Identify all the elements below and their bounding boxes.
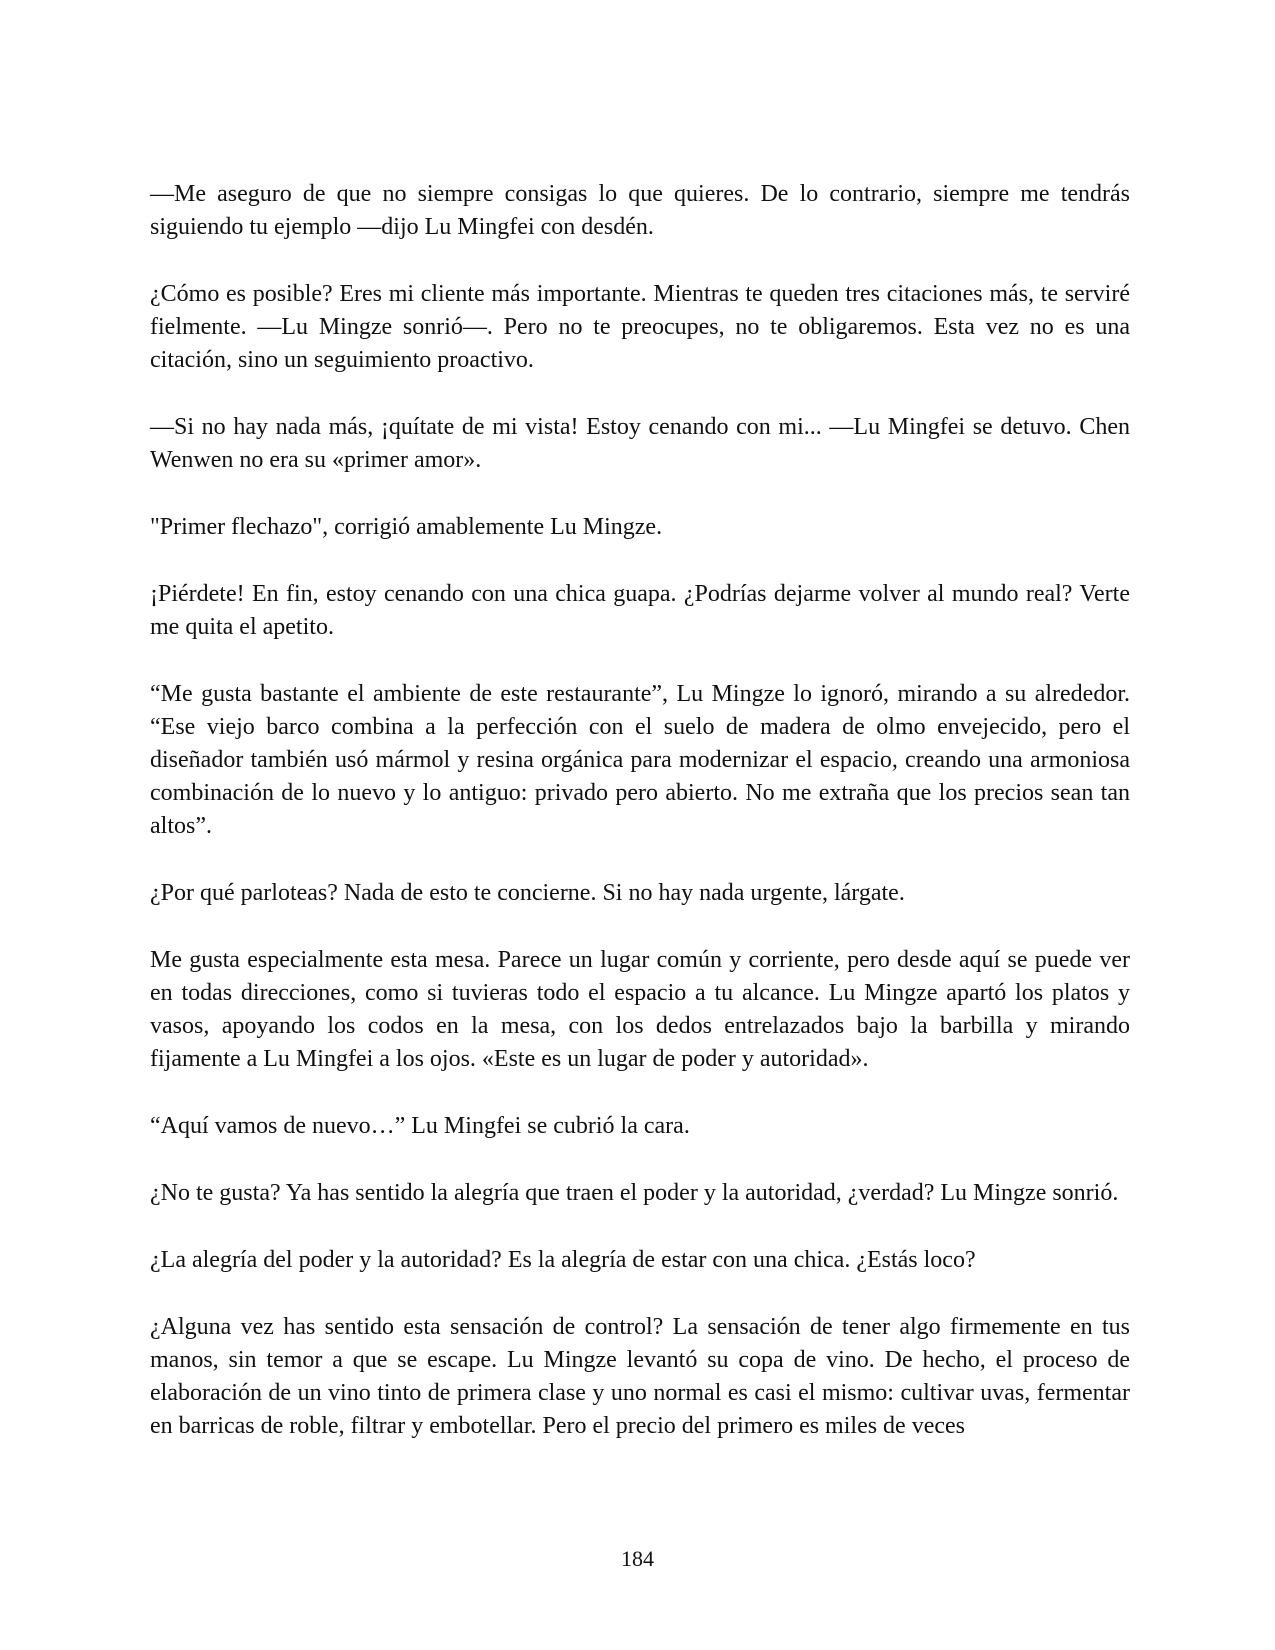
- page-number: 184: [621, 1546, 654, 1571]
- paragraph: —Si no hay nada más, ¡quítate de mi vista! Estoy cenando con mi... —Lu Mingfei se detuvo. Chen Wenwen no era su «primer amor».: [150, 414, 1130, 473]
- paragraph: ¿La alegría del poder y la autoridad? Es la alegría de estar con una chica. ¿Estás loco?: [150, 1247, 976, 1273]
- paragraph: —Me aseguro de que no siempre consigas lo que quieres. De lo contrario, siempre me tendrás siguiendo tu ejemplo —dijo Lu Mingfei con desdén.: [150, 181, 1130, 240]
- paragraph: Me gusta especialmente esta mesa. Parece un lugar común y corriente, pero desde aquí se puede ver en todas direcciones, como si tuvieras todo el espacio a tu alcance. Lu Mingze apartó los platos y vasos, apoyando los codos en la mesa, con los dedos entrelazados bajo la barbilla y mirando fijamente a Lu Mingfei a los ojos. «Este es un lugar de poder y autoridad».: [150, 947, 1130, 1072]
- paragraph: "Primer flechazo", corrigió amablemente Lu Mingze.: [150, 514, 663, 540]
- page-body: [150, 178, 1130, 1477]
- paragraph: ¿Cómo es posible? Eres mi cliente más importante. Mientras te queden tres citaciones más, te serviré fielmente. —Lu Mingze sonrió—. Pero no te preocupes, no te obligaremos. Esta vez no es una citación, sino un seguimiento proactivo.: [150, 281, 1130, 373]
- paragraph: ¿No te gusta? Ya has sentido la alegría que traen el poder y la autoridad, ¿verdad? Lu Mingze sonrió.: [150, 1180, 1119, 1206]
- paragraph: “Me gusta bastante el ambiente de este restaurante”, Lu Mingze lo ignoró, mirando a su alrededor. “Ese viejo barco combina a la perfección con el suelo de madera de olmo envejecido, pero el diseñador también usó mármol y resina orgánica para modernizar el espacio, creando una armoniosa combinación de lo nuevo y lo antiguo: privado pero abierto. No me extraña que los precios sean tan altos”.: [150, 681, 1130, 839]
- paragraph: ¿Alguna vez has sentido esta sensación de control? La sensación de tener algo firmemente en tus manos, sin temor a que se escape. Lu Mingze levantó su copa de vino. De hecho, el proceso de elaboración de un vino tinto de primera clase y uno normal es casi el mismo: cultivar uvas, fermentar en barricas de roble, filtrar y embotellar. Pero el precio del primero es miles de veces: [150, 1314, 1130, 1439]
- paragraph: ¡Piérdete! En fin, estoy cenando con una chica guapa. ¿Podrías dejarme volver al mundo real? Verte me quita el apetito.: [150, 581, 1130, 640]
- paragraph: ¿Por qué parloteas? Nada de esto te concierne. Si no hay nada urgente, lárgate.: [150, 880, 905, 906]
- paragraph: “Aquí vamos de nuevo…” Lu Mingfei se cubrió la cara.: [150, 1113, 690, 1139]
